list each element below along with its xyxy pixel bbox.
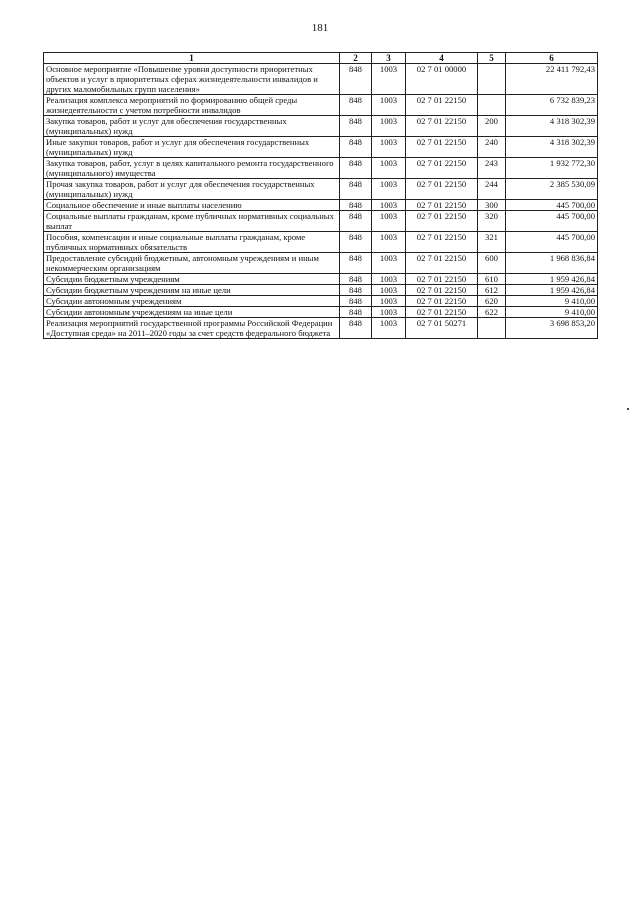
cell-name: Иные закупки товаров, работ и услуг для обеспечения государственных (муниципальных) нужд [44, 137, 340, 158]
cell-amount: 6 732 839,23 [506, 95, 598, 116]
cell-section: 1003 [372, 253, 406, 274]
cell-target: 02 7 01 22150 [406, 253, 478, 274]
cell-code: 848 [340, 274, 372, 285]
cell-type [478, 318, 506, 339]
cell-name: Закупка товаров, работ и услуг для обеспечения государственных (муниципальных) нужд [44, 116, 340, 137]
cell-section: 1003 [372, 307, 406, 318]
table-row [44, 318, 598, 339]
cell-amount: 1 959 426,84 [506, 274, 598, 285]
cell-target: 02 7 01 22150 [406, 307, 478, 318]
cell-section: 1003 [372, 211, 406, 232]
cell-type: 321 [478, 232, 506, 253]
cell-amount: 445 700,00 [506, 211, 598, 232]
cell-target: 02 7 01 22150 [406, 179, 478, 200]
table-row [44, 137, 598, 158]
cell-target: 02 7 01 50271 [406, 318, 478, 339]
cell-name: Субсидии бюджетным учреждениям на иные цели [44, 285, 340, 296]
table-row [44, 179, 598, 200]
scan-speck [627, 408, 629, 410]
cell-type: 300 [478, 200, 506, 211]
column-header-target: 4 [406, 53, 478, 64]
cell-name: Закупка товаров, работ, услуг в целях капитального ремонта государственного (муниципального) имущества [44, 158, 340, 179]
budget-table [43, 52, 598, 339]
cell-name: Социальное обеспечение и иные выплаты населению [44, 200, 340, 211]
cell-type: 320 [478, 211, 506, 232]
table-row [44, 274, 598, 285]
cell-amount: 445 700,00 [506, 200, 598, 211]
cell-section: 1003 [372, 274, 406, 285]
cell-type: 620 [478, 296, 506, 307]
cell-target: 02 7 01 22150 [406, 158, 478, 179]
table-row [44, 200, 598, 211]
cell-target: 02 7 01 22150 [406, 296, 478, 307]
cell-name: Субсидии бюджетным учреждениям [44, 274, 340, 285]
table-row [44, 307, 598, 318]
table-row [44, 296, 598, 307]
cell-section: 1003 [372, 179, 406, 200]
header-row [44, 53, 598, 64]
column-header-section: 3 [372, 53, 406, 64]
cell-section: 1003 [372, 95, 406, 116]
column-header-name: 1 [44, 53, 340, 64]
cell-section: 1003 [372, 200, 406, 211]
cell-name: Субсидии автономным учреждениям [44, 296, 340, 307]
cell-code: 848 [340, 200, 372, 211]
cell-section: 1003 [372, 296, 406, 307]
cell-section: 1003 [372, 137, 406, 158]
cell-target: 02 7 01 22150 [406, 274, 478, 285]
cell-target: 02 7 01 22150 [406, 116, 478, 137]
cell-amount: 445 700,00 [506, 232, 598, 253]
cell-code: 848 [340, 296, 372, 307]
table-row [44, 211, 598, 232]
cell-amount: 1 968 836,84 [506, 253, 598, 274]
cell-name: Предоставление субсидий бюджетным, автономным учреждениям и иным некоммерческим организациям [44, 253, 340, 274]
cell-name: Реализация мероприятий государственной программы Российской Федерации «Доступная среда» на 2011–2020 годы за счет средств федерального бюджета [44, 318, 340, 339]
cell-code: 848 [340, 137, 372, 158]
cell-code: 848 [340, 179, 372, 200]
cell-amount: 9 410,00 [506, 296, 598, 307]
table-row [44, 64, 598, 95]
cell-code: 848 [340, 95, 372, 116]
cell-name: Социальные выплаты гражданам, кроме публичных нормативных социальных выплат [44, 211, 340, 232]
cell-type [478, 64, 506, 95]
cell-section: 1003 [372, 285, 406, 296]
cell-code: 848 [340, 232, 372, 253]
cell-name: Основное мероприятие «Повышение уровня доступности приоритетных объектов и услуг в приоритетных сферах жизнедеятельности инвалидов и других маломобильных групп населения» [44, 64, 340, 95]
cell-type: 244 [478, 179, 506, 200]
cell-section: 1003 [372, 64, 406, 95]
cell-type: 610 [478, 274, 506, 285]
cell-target: 02 7 01 22150 [406, 200, 478, 211]
table-row [44, 116, 598, 137]
cell-name: Прочая закупка товаров, работ и услуг для обеспечения государственных (муниципальных) нужд [44, 179, 340, 200]
cell-amount: 2 385 530,09 [506, 179, 598, 200]
table-row [44, 232, 598, 253]
cell-type: 240 [478, 137, 506, 158]
table-row [44, 253, 598, 274]
cell-type: 243 [478, 158, 506, 179]
cell-amount: 4 318 302,39 [506, 116, 598, 137]
cell-type: 200 [478, 116, 506, 137]
cell-section: 1003 [372, 116, 406, 137]
cell-code: 848 [340, 211, 372, 232]
cell-type: 622 [478, 307, 506, 318]
page-number: 181 [311, 22, 329, 34]
cell-amount: 22 411 792,43 [506, 64, 598, 95]
cell-type: 600 [478, 253, 506, 274]
cell-amount: 1 959 426,84 [506, 285, 598, 296]
cell-amount: 4 318 302,39 [506, 137, 598, 158]
cell-code: 848 [340, 285, 372, 296]
column-header-amount: 6 [506, 53, 598, 64]
cell-code: 848 [340, 158, 372, 179]
cell-section: 1003 [372, 158, 406, 179]
cell-name: Реализация комплекса мероприятий по формированию общей среды жизнедеятельности с учетом потребности инвалидов [44, 95, 340, 116]
cell-target: 02 7 01 22150 [406, 285, 478, 296]
cell-section: 1003 [372, 232, 406, 253]
cell-code: 848 [340, 307, 372, 318]
table-row [44, 158, 598, 179]
cell-section: 1003 [372, 318, 406, 339]
table-row [44, 95, 598, 116]
cell-target: 02 7 01 22150 [406, 211, 478, 232]
cell-target: 02 7 01 22150 [406, 95, 478, 116]
cell-code: 848 [340, 253, 372, 274]
cell-target: 02 7 01 00000 [406, 64, 478, 95]
column-header-code: 2 [340, 53, 372, 64]
table-row [44, 285, 598, 296]
cell-target: 02 7 01 22150 [406, 137, 478, 158]
cell-code: 848 [340, 318, 372, 339]
cell-code: 848 [340, 116, 372, 137]
cell-amount: 9 410,00 [506, 307, 598, 318]
cell-amount: 3 698 853,20 [506, 318, 598, 339]
cell-type [478, 95, 506, 116]
cell-amount: 1 932 772,30 [506, 158, 598, 179]
column-header-type: 5 [478, 53, 506, 64]
cell-name: Субсидии автономным учреждениям на иные цели [44, 307, 340, 318]
cell-target: 02 7 01 22150 [406, 232, 478, 253]
cell-code: 848 [340, 64, 372, 95]
cell-name: Пособия, компенсации и иные социальные выплаты гражданам, кроме публичных нормативных обязательств [44, 232, 340, 253]
cell-type: 612 [478, 285, 506, 296]
